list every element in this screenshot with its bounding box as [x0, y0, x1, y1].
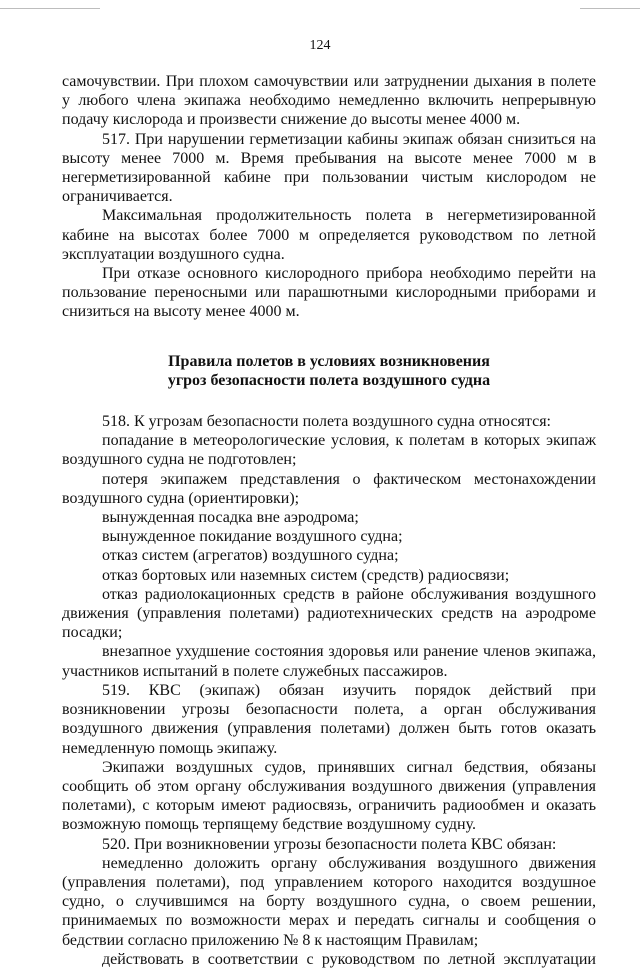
- list-item: попадание в метеорологические условия, к полетам в которых экипаж воздушного судна не подготовлен;: [62, 432, 596, 469]
- document-body: [62, 72, 596, 969]
- paragraph-519: 519. КВС (экипаж) обязан изучить порядок действий при возникновении угрозы безопасности полета, а орган обслуживания воздушного движения (управления полетами) должен быть готов оказать немедленную помощь экипажу.: [62, 681, 596, 757]
- paragraph-518: 518. К угрозам безопасности полета воздушного судна относятся:: [102, 413, 551, 431]
- list-item: потеря экипажем представления о фактическом местонахождении воздушного судна (ориентировки);: [62, 470, 596, 507]
- list-item: действовать в соответствии с руководством по летной эксплуатации: [102, 950, 596, 968]
- list-item: отказ систем (агрегатов) воздушного судна;: [102, 547, 399, 565]
- section-heading-line-2: угроз безопасности полета воздушного судна: [167, 371, 491, 389]
- list-item: отказ бортовых или наземных систем (средств) радиосвязи;: [102, 566, 510, 584]
- paragraph: При отказе основного кислородного прибора необходимо перейти на пользование переносными или парашютными кислородными приборами и снизиться на высоту менее 4000 м.: [62, 265, 596, 321]
- paragraph: Максимальная продолжительность полета в негерметизированной кабине на высотах более 7000 м определяется руководством по летной эксплуатации воздушного судна.: [62, 207, 596, 263]
- section-heading-line-1: Правила полетов в условиях возникновения: [168, 352, 490, 370]
- list-item: немедленно доложить органу обслуживания воздушного движения (управления полетами), под управлением которого находится воздушное судно, о случившимся на борту воздушного судна, о своем решении, принимаемых по возможности мерах и передать сигналы и сообщения о бедствии согласно приложению № 8 к настоящим Правилам;: [62, 854, 596, 949]
- scan-edge-line: [0, 8, 100, 9]
- list-item: отказ радиолокационных средств в районе обслуживания воздушного движения (управления полетами) радиотехнических средств на аэродроме посадки;: [62, 585, 596, 642]
- list-item: внезапное ухудшение состояния здоровья или ранение членов экипажа, участников испытаний в полете служебных пассажиров.: [62, 643, 596, 680]
- scan-edge-line: [580, 8, 640, 9]
- list-item: вынужденное покидание воздушного судна;: [102, 528, 403, 546]
- paragraph-517: 517. При нарушении герметизации кабины экипаж обязан снизиться на высоту менее 7000 м. Время пребывания на высоте менее 7000 м в негерметизированной кабине при пользовании чистым кислородом не ограничивается.: [62, 130, 596, 206]
- paragraph: Экипажи воздушных судов, принявших сигнал бедствия, обязаны сообщить об этом органу обслуживания воздушного движения (управления полетами), с которым имеют радиосвязь, ограничить радиообмен и оказать возможную помощь терпящему бедствие воздушному судну.: [62, 758, 596, 834]
- paragraph-520: 520. При возникновении угрозы безопасности полета КВС обязан:: [102, 835, 557, 853]
- paragraph: самочувствии. При плохом самочувствии или затруднении дыхания в полете у любого члена экипажа необходимо немедленно включить непрерывную подачу кислорода и произвести снижение до высоты менее 4000 м.: [62, 73, 596, 129]
- page-number: 124: [309, 38, 331, 53]
- list-item: вынужденная посадка вне аэродрома;: [102, 509, 359, 527]
